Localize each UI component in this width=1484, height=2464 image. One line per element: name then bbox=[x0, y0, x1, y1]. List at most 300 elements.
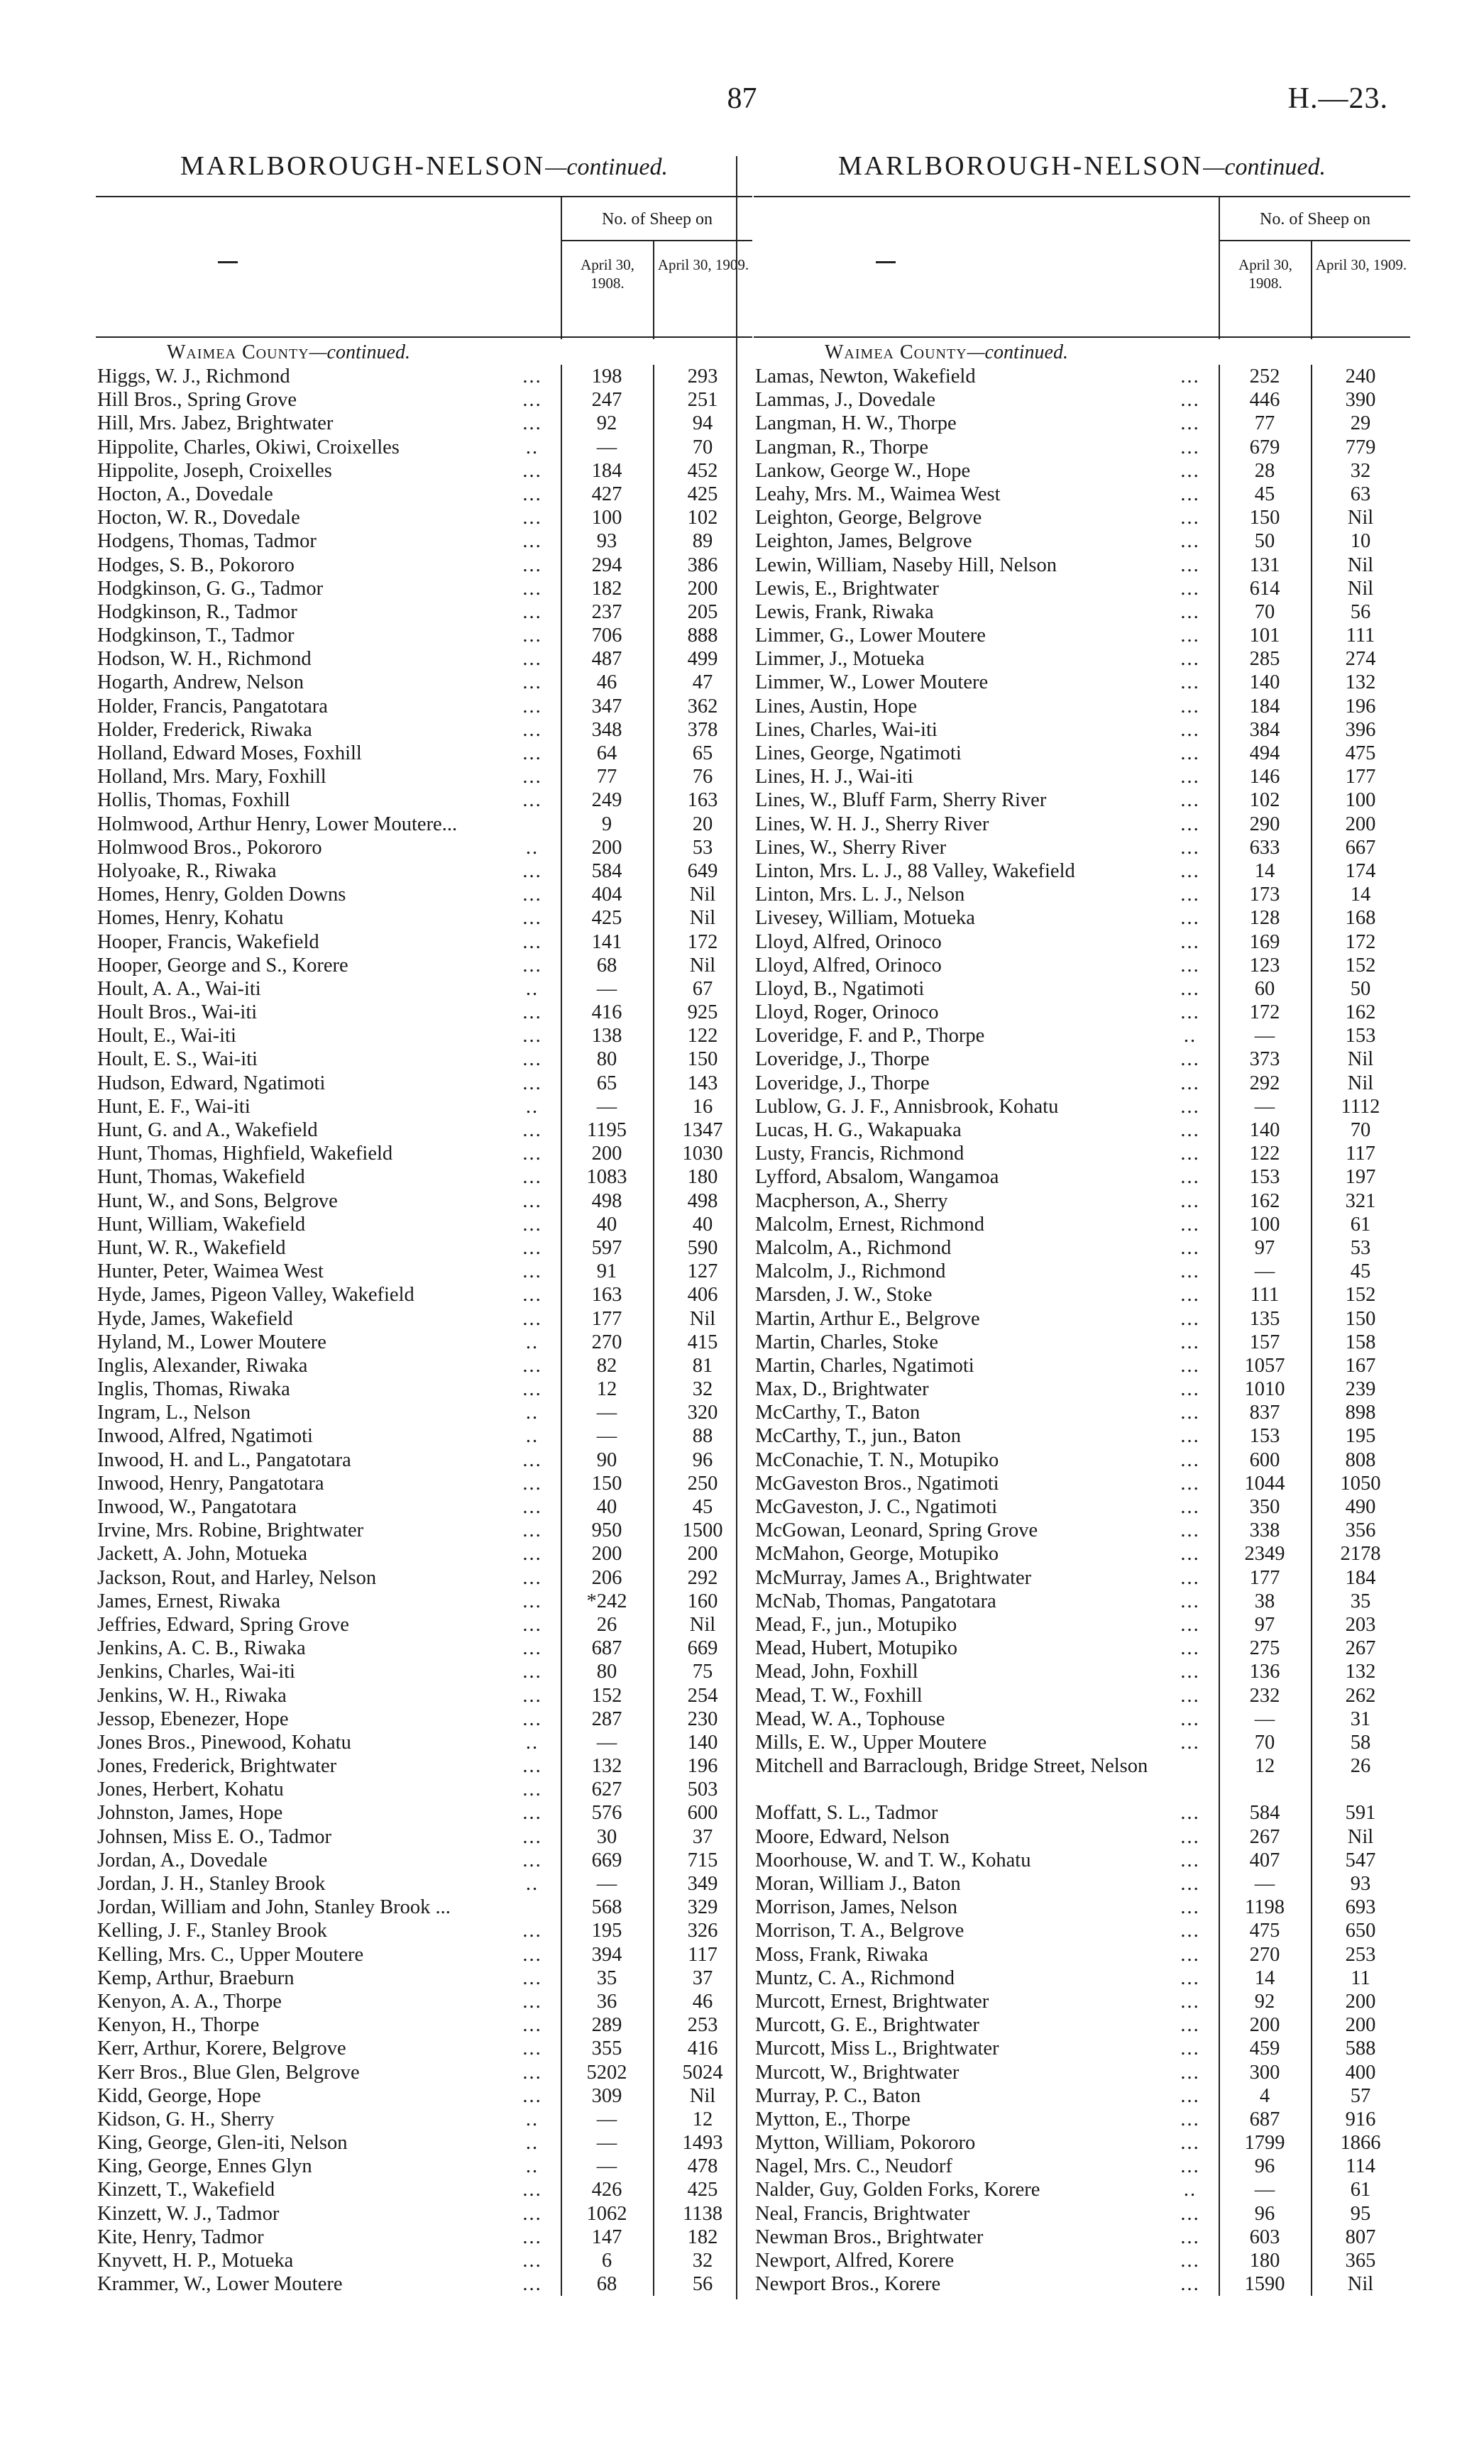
sheep-1909-cell: 117 bbox=[1346, 1143, 1375, 1165]
sheep-1909-cell: 779 bbox=[1345, 436, 1376, 458]
owner-name-cell: Hyland, M., Lower Moutere bbox=[97, 1331, 326, 1353]
table-row bbox=[96, 813, 752, 836]
sheep-1908-cell: 97 bbox=[1254, 1613, 1275, 1636]
leader-dots: ... bbox=[522, 1284, 542, 1307]
sheep-1908-cell: 138 bbox=[591, 1025, 622, 1047]
sheep-1908-cell: 172 bbox=[1249, 1001, 1280, 1024]
table-row bbox=[96, 1754, 752, 1778]
sheep-1909-cell: 26 bbox=[1350, 1755, 1371, 1778]
owner-name-cell: Lines, W. H. J., Sherry River bbox=[755, 813, 989, 835]
owner-name-cell: Kerr Bros., Blue Glen, Belgrove bbox=[97, 2061, 360, 2084]
sheep-1908-cell: — bbox=[596, 1402, 617, 1424]
leader-dots: ... bbox=[1180, 507, 1200, 529]
sheep-1909-cell: 2178 bbox=[1340, 1543, 1381, 1566]
table-row bbox=[96, 2178, 752, 2201]
leader-dots: ... bbox=[522, 718, 542, 741]
table-row bbox=[754, 906, 1410, 930]
sheep-1908-cell: 597 bbox=[591, 1236, 622, 1259]
owner-name-cell: Nalder, Guy, Golden Forks, Korere bbox=[755, 2179, 1040, 2201]
sheep-1908-cell: 77 bbox=[596, 766, 617, 788]
sheep-1909-cell: 61 bbox=[1350, 2179, 1371, 2201]
leader-dots: ... bbox=[1180, 1590, 1200, 1612]
table-row bbox=[754, 1801, 1410, 1825]
owner-name-cell: Murcott, Miss L., Brightwater bbox=[755, 2037, 999, 2060]
table-row bbox=[96, 765, 752, 788]
sheep-1909-cell: 61 bbox=[1350, 1213, 1371, 1236]
leader-dots: .. bbox=[525, 1425, 539, 1448]
owner-name-cell: Hunt, W. R., Wakefield bbox=[97, 1236, 286, 1259]
owner-name-cell: Holmwood, Arthur Henry, Lower Moutere... bbox=[97, 813, 458, 835]
sheep-1908-cell: 93 bbox=[596, 530, 617, 553]
owner-name-cell: Leighton, James, Belgrove bbox=[755, 530, 972, 553]
leader-dots: ... bbox=[1180, 813, 1200, 835]
sheep-1908-cell: 270 bbox=[1249, 1943, 1280, 1966]
table-row bbox=[96, 1896, 752, 1919]
sheep-1909-cell: 16 bbox=[692, 1095, 713, 1118]
leader-dots: ... bbox=[522, 1496, 542, 1518]
sheep-1909-cell: Nil bbox=[689, 1613, 716, 1636]
sheep-1908-cell: 111 bbox=[1250, 1284, 1280, 1307]
owner-name-cell: King, George, Ennes Glyn bbox=[97, 2155, 312, 2178]
sheep-1908-cell: 30 bbox=[596, 1825, 617, 1848]
sheep-1909-cell: 163 bbox=[687, 789, 718, 812]
leader-dots: ... bbox=[522, 1472, 542, 1495]
sheep-1909-cell: Nil bbox=[689, 884, 716, 906]
leader-dots: ... bbox=[1180, 1731, 1200, 1754]
sheep-1908-cell: 1057 bbox=[1244, 1354, 1285, 1377]
sheep-1909-cell: 46 bbox=[692, 1990, 713, 2013]
sheep-1909-cell: 416 bbox=[687, 2037, 718, 2060]
table-row bbox=[754, 577, 1410, 600]
sheep-1908-cell: 1010 bbox=[1244, 1378, 1285, 1401]
sheep-1909-cell: 808 bbox=[1345, 1448, 1376, 1471]
owner-name-cell: Holder, Frederick, Riwaka bbox=[97, 718, 312, 741]
sheep-1908-cell: 80 bbox=[596, 1048, 617, 1071]
owner-name-cell: Loveridge, F. and P., Thorpe bbox=[755, 1025, 985, 1047]
leader-dots: ... bbox=[1180, 1307, 1200, 1330]
owner-name-cell: Newport, Alfred, Korere bbox=[755, 2250, 955, 2272]
sheep-1908-cell: 12 bbox=[596, 1378, 617, 1401]
document-reference: H.—23. bbox=[1287, 82, 1388, 115]
leader-dots: ... bbox=[1180, 1048, 1200, 1071]
leader-dots: ... bbox=[1180, 412, 1200, 435]
owner-name-cell: McConachie, T. N., Motupiko bbox=[755, 1448, 999, 1471]
leader-dots: ... bbox=[1180, 789, 1200, 812]
leader-dots: ... bbox=[1180, 1637, 1200, 1660]
owner-name-cell: Kidson, G. H., Sherry bbox=[97, 2108, 275, 2130]
sheep-1909-cell: 172 bbox=[687, 930, 718, 953]
sheep-1909-cell: 35 bbox=[1350, 1590, 1371, 1612]
sheep-1909-cell: 1493 bbox=[682, 2132, 723, 2155]
table-row bbox=[96, 2272, 752, 2296]
table-row bbox=[754, 1283, 1410, 1307]
owner-name-cell: McNab, Thomas, Pangatotara bbox=[755, 1590, 996, 1612]
leader-dots: ... bbox=[1180, 1543, 1200, 1566]
table-row bbox=[96, 1142, 752, 1165]
sheep-1908-cell: 1062 bbox=[586, 2202, 627, 2225]
sheep-1909-cell: 140 bbox=[687, 1731, 718, 1754]
leader-dots: ... bbox=[1180, 671, 1200, 694]
leader-dots: ... bbox=[522, 1613, 542, 1636]
sheep-1909-cell: 158 bbox=[1345, 1331, 1376, 1353]
owner-name-cell: Irvine, Mrs. Robine, Brightwater bbox=[97, 1519, 364, 1542]
sheep-1908-cell: 669 bbox=[591, 1849, 622, 1871]
sheep-1909-cell: 53 bbox=[1350, 1236, 1371, 1259]
sheep-1908-cell: 200 bbox=[591, 836, 622, 859]
section-title-name: Waimea County bbox=[167, 341, 309, 363]
sheep-1908-cell: 70 bbox=[1254, 1731, 1275, 1754]
sheep-1909-cell: 132 bbox=[1345, 671, 1376, 694]
owner-name-cell: Hunt, W., and Sons, Belgrove bbox=[97, 1189, 338, 1212]
table-row bbox=[754, 1001, 1410, 1024]
owner-name-cell: Hill Bros., Spring Grove bbox=[97, 389, 297, 412]
table-row bbox=[96, 529, 752, 553]
owner-name-cell: Mead, John, Foxhill bbox=[755, 1661, 918, 1683]
table-body bbox=[96, 365, 752, 2296]
owner-name-cell: McCarthy, T., jun., Baton bbox=[755, 1425, 961, 1448]
owner-name-cell: Jackett, A. John, Motueka bbox=[97, 1543, 308, 1566]
owner-name-cell: Hippolite, Joseph, Croixelles bbox=[97, 459, 332, 482]
sheep-1908-cell: 9 bbox=[601, 813, 612, 835]
owner-name-cell: Jessop, Ebenezer, Hope bbox=[97, 1707, 289, 1730]
owner-name-cell: Moran, William J., Baton bbox=[755, 1873, 961, 1896]
sheep-1908-cell: 373 bbox=[1249, 1048, 1280, 1071]
leader-dots: ... bbox=[522, 1590, 542, 1612]
sheep-1908-cell: — bbox=[596, 1095, 617, 1118]
leader-dots: ... bbox=[1180, 1519, 1200, 1542]
table-row bbox=[96, 1849, 752, 1872]
sheep-1908-cell: 584 bbox=[1249, 1802, 1280, 1825]
table-row bbox=[754, 765, 1410, 788]
owner-name-cell: Jordan, A., Dovedale bbox=[97, 1849, 268, 1871]
owner-name-cell: Max, D., Brightwater bbox=[755, 1378, 929, 1401]
sheep-1909-cell: 320 bbox=[687, 1402, 718, 1424]
owner-name-cell: Mead, T. W., Foxhill bbox=[755, 1684, 923, 1707]
sheep-1908-cell: — bbox=[596, 2132, 617, 2155]
sheep-1909-cell: 152 bbox=[1345, 1284, 1376, 1307]
sheep-1908-cell: 487 bbox=[591, 648, 622, 671]
owner-name-cell: Kidd, George, Hope bbox=[97, 2084, 261, 2107]
sheep-1908-cell: 837 bbox=[1249, 1402, 1280, 1424]
leader-dots: ... bbox=[1180, 1425, 1200, 1448]
sheep-1908-cell: 407 bbox=[1249, 1849, 1280, 1871]
table-row bbox=[96, 1331, 752, 1354]
leader-dots: ... bbox=[522, 1825, 542, 1848]
sheep-1909-cell: 293 bbox=[687, 365, 718, 387]
sheep-1909-cell: 45 bbox=[692, 1496, 713, 1518]
leader-dots: ... bbox=[1180, 1213, 1200, 1236]
leader-dots: ... bbox=[1180, 625, 1200, 647]
table-row bbox=[754, 813, 1410, 836]
sheep-1908-cell: 97 bbox=[1254, 1236, 1275, 1259]
owner-name-cell: Inwood, Henry, Pangatotara bbox=[97, 1472, 324, 1495]
leader-dots: .. bbox=[525, 977, 539, 1000]
owner-name-cell: Hunt, Thomas, Wakefield bbox=[97, 1166, 305, 1189]
sheep-1909-cell: Nil bbox=[1347, 1825, 1374, 1848]
sheep-1909-cell: 37 bbox=[692, 1825, 713, 1848]
leader-dots: ... bbox=[522, 648, 542, 671]
sheep-1909-cell: 669 bbox=[687, 1637, 718, 1660]
sheep-1908-cell: — bbox=[1254, 1025, 1275, 1047]
owner-name-cell: Mytton, William, Pokororo bbox=[755, 2132, 976, 2155]
owner-name-cell: Lines, Charles, Wai-iti bbox=[755, 718, 938, 741]
sheep-1908-cell: 68 bbox=[596, 2273, 617, 2296]
owner-name-cell: Lloyd, Alfred, Orinoco bbox=[755, 954, 942, 977]
sheep-1909-cell: 925 bbox=[687, 1001, 718, 1024]
table-row bbox=[96, 859, 752, 883]
table-row bbox=[96, 906, 752, 930]
leader-dots: ... bbox=[522, 507, 542, 529]
sheep-1908-cell: 14 bbox=[1254, 1967, 1275, 1989]
sheep-1909-cell: 667 bbox=[1345, 836, 1376, 859]
table-row bbox=[96, 388, 752, 412]
sheep-1909-cell: 56 bbox=[692, 2273, 713, 2296]
owner-name-cell: Kelling, J. F., Stanley Brook bbox=[97, 1920, 327, 1942]
table-row bbox=[754, 2061, 1410, 2084]
leader-dots: ... bbox=[522, 2061, 542, 2084]
leader-dots: .. bbox=[1183, 1025, 1197, 1047]
table-row bbox=[96, 412, 752, 435]
sheep-1908-cell: 140 bbox=[1249, 1119, 1280, 1141]
table-row bbox=[96, 2013, 752, 2037]
owner-name-cell: Holland, Mrs. Mary, Foxhill bbox=[97, 766, 326, 788]
table-row bbox=[754, 1448, 1410, 1472]
sheep-1909-cell: 396 bbox=[1345, 718, 1376, 741]
owner-name-cell: Jenkins, W. H., Riwaka bbox=[97, 1684, 287, 1707]
leader-dots: ... bbox=[522, 1378, 542, 1401]
owner-name-cell: Johnston, James, Hope bbox=[97, 1802, 283, 1825]
leader-dots: ... bbox=[1180, 1095, 1200, 1118]
sheep-1909-cell: 267 bbox=[1345, 1637, 1376, 1660]
leader-dots: ... bbox=[1180, 1354, 1200, 1377]
sheep-1908-cell: — bbox=[596, 1425, 617, 1448]
owner-name-cell: Inwood, H. and L., Pangatotara bbox=[97, 1448, 351, 1471]
sheep-1908-cell: 180 bbox=[1249, 2250, 1280, 2272]
column-title-suffix: —continued. bbox=[545, 154, 669, 180]
table-row bbox=[96, 1590, 752, 1613]
sheep-1909-cell: 180 bbox=[687, 1166, 718, 1189]
table-row bbox=[96, 883, 752, 906]
owner-name-cell: Hippolite, Charles, Okiwi, Croixelles bbox=[97, 436, 400, 458]
owner-name-cell: Jordan, William and John, Stanley Brook ... bbox=[97, 1896, 451, 1919]
sheep-1908-cell: 80 bbox=[596, 1661, 617, 1683]
sheep-1909-cell: Nil bbox=[1347, 2273, 1374, 2296]
owner-name-cell: Lines, W., Bluff Farm, Sherry River bbox=[755, 789, 1047, 812]
leader-dots: .. bbox=[525, 1873, 539, 1895]
leader-dots: ... bbox=[522, 742, 542, 764]
table-row bbox=[754, 1236, 1410, 1260]
sheep-1908-cell: 348 bbox=[591, 718, 622, 741]
sheep-1909-cell: 150 bbox=[1345, 1307, 1376, 1330]
sheep-1908-cell: *242 bbox=[586, 1590, 627, 1612]
owner-name-cell: Neal, Francis, Brightwater bbox=[755, 2202, 970, 2225]
sheep-1908-cell: 706 bbox=[591, 625, 622, 647]
sheep-1909-cell: 425 bbox=[687, 2179, 718, 2201]
sheep-1908-cell: 140 bbox=[1249, 671, 1280, 694]
sheep-1908-cell: — bbox=[596, 2155, 617, 2178]
table-row bbox=[96, 1519, 752, 1542]
sheep-1909-cell: 898 bbox=[1345, 1402, 1376, 1424]
sheep-1908-cell: 64 bbox=[596, 742, 617, 764]
leader-dots: ... bbox=[1180, 1448, 1200, 1471]
owner-name-cell: Hyde, James, Wakefield bbox=[97, 1307, 293, 1330]
table-row bbox=[96, 365, 752, 388]
table-row bbox=[754, 459, 1410, 483]
sheep-1908-cell: 206 bbox=[591, 1566, 622, 1589]
leader-dots: ... bbox=[1180, 695, 1200, 717]
leader-dots: .. bbox=[525, 836, 539, 859]
table-row bbox=[96, 1001, 752, 1024]
leader-dots: ... bbox=[1180, 930, 1200, 953]
table-row bbox=[96, 2108, 752, 2131]
table-row bbox=[754, 1472, 1410, 1495]
leader-dots: ... bbox=[522, 1001, 542, 1024]
table-row bbox=[754, 2155, 1410, 2178]
sheep-1909-cell: 31 bbox=[1350, 1707, 1371, 1730]
sheep-1908-cell: 267 bbox=[1249, 1825, 1280, 1848]
table-row bbox=[754, 1377, 1410, 1401]
leader-dots: ... bbox=[522, 1189, 542, 1212]
leader-dots: .. bbox=[525, 2132, 539, 2155]
sheep-1909-cell: 94 bbox=[692, 412, 713, 435]
sheep-1909-cell: 20 bbox=[692, 813, 713, 835]
sheep-1908-cell: 184 bbox=[1249, 695, 1280, 717]
col-1908-header: April 30, 1908. bbox=[561, 241, 653, 339]
table-row bbox=[96, 2155, 752, 2178]
table-row bbox=[96, 2226, 752, 2249]
table-row bbox=[96, 1801, 752, 1825]
leader-dots: ... bbox=[522, 1920, 542, 1942]
table-row bbox=[754, 883, 1410, 906]
col-1909-header: April 30, 1909. bbox=[1311, 241, 1410, 339]
leader-dots: ... bbox=[522, 1802, 542, 1825]
sheep-1909-cell: Nil bbox=[1347, 577, 1374, 600]
table-row bbox=[754, 412, 1410, 435]
sheep-1909-cell: 378 bbox=[687, 718, 718, 741]
leader-dots: ... bbox=[1180, 554, 1200, 576]
leader-dots: ... bbox=[1180, 1236, 1200, 1259]
owner-name-cell: Morrison, James, Nelson bbox=[755, 1896, 957, 1919]
sheep-1909-cell: 177 bbox=[1345, 766, 1376, 788]
sheep-1909-cell: 102 bbox=[687, 507, 718, 529]
owner-name-cell: Lucas, H. G., Wakapuaka bbox=[755, 1119, 962, 1141]
sheep-1908-cell: 232 bbox=[1249, 1684, 1280, 1707]
sheep-1909-cell: 356 bbox=[1345, 1519, 1376, 1542]
sheep-1909-cell: 240 bbox=[1345, 365, 1376, 387]
leader-dots: ... bbox=[522, 554, 542, 576]
table-row bbox=[754, 1731, 1410, 1754]
sheep-1909-cell: 57 bbox=[1350, 2084, 1371, 2107]
sheep-1908-cell: — bbox=[596, 977, 617, 1000]
leader-dots: ... bbox=[522, 2250, 542, 2272]
table-row bbox=[96, 1354, 752, 1377]
owner-name-cell: Murcott, W., Brightwater bbox=[755, 2061, 960, 2084]
sheep-1908-cell: 101 bbox=[1249, 625, 1280, 647]
owner-name-cell: Lines, George, Ngatimoti bbox=[755, 742, 962, 764]
leader-dots: ... bbox=[522, 954, 542, 977]
sheep-1908-cell: 252 bbox=[1249, 365, 1280, 387]
leader-dots: ... bbox=[522, 1778, 542, 1801]
leader-dots: ... bbox=[522, 1661, 542, 1683]
table-row bbox=[754, 1660, 1410, 1683]
owner-name-cell: Mead, W. A., Tophouse bbox=[755, 1707, 945, 1730]
owner-name-cell: Hill, Mrs. Jabez, Brightwater bbox=[97, 412, 334, 435]
table-row bbox=[96, 1448, 752, 1472]
sheep-1908-cell: 96 bbox=[1254, 2202, 1275, 2225]
sheep-1908-cell: 177 bbox=[591, 1307, 622, 1330]
sheep-1908-cell: 5202 bbox=[586, 2061, 627, 2084]
leader-dots: ... bbox=[1180, 530, 1200, 553]
table-row bbox=[754, 1613, 1410, 1637]
owner-name-cell: Leahy, Mrs. M., Waimea West bbox=[755, 483, 1001, 505]
sheep-1909-cell: 715 bbox=[687, 1849, 718, 1871]
leader-dots: ... bbox=[1180, 577, 1200, 600]
owner-name-cell: Murray, P. C., Baton bbox=[755, 2084, 921, 2107]
owner-name-cell: Jones, Herbert, Kohatu bbox=[97, 1778, 284, 1801]
sheep-1908-cell: — bbox=[596, 1731, 617, 1754]
leader-dots: ... bbox=[1180, 2273, 1200, 2296]
table-row bbox=[96, 1566, 752, 1590]
leader-dots: ... bbox=[1180, 1402, 1200, 1424]
leader-dots: ... bbox=[522, 365, 542, 387]
sheep-1909-cell: 45 bbox=[1350, 1260, 1371, 1283]
sheep-1909-cell: 200 bbox=[687, 577, 718, 600]
owner-name-cell: Linton, Mrs. L. J., Nelson bbox=[755, 884, 965, 906]
table-row bbox=[96, 600, 752, 624]
sheep-1908-cell: 92 bbox=[1254, 1990, 1275, 2013]
page-number: 87 bbox=[727, 82, 757, 115]
sheep-1908-cell: 128 bbox=[1249, 907, 1280, 930]
table-row bbox=[754, 1990, 1410, 2013]
leader-dots: ... bbox=[1180, 1166, 1200, 1189]
leader-dots: ... bbox=[522, 1260, 542, 1283]
leader-dots: ... bbox=[1180, 1001, 1200, 1024]
leader-dots: ... bbox=[1180, 1189, 1200, 1212]
sheep-1908-cell: 173 bbox=[1249, 884, 1280, 906]
leader-dots: ... bbox=[522, 1307, 542, 1330]
table-row bbox=[96, 1613, 752, 1637]
sheep-1908-cell: 350 bbox=[1249, 1496, 1280, 1518]
table-row bbox=[754, 1095, 1410, 1118]
table-row bbox=[96, 483, 752, 506]
leader-dots: ... bbox=[1180, 884, 1200, 906]
leader-dots: ... bbox=[1180, 436, 1200, 458]
table-row bbox=[754, 647, 1410, 671]
sheep-1908-cell: 163 bbox=[591, 1284, 622, 1307]
owner-name-cell: Limmer, G., Lower Moutere bbox=[755, 625, 986, 647]
leader-dots: ... bbox=[1180, 2037, 1200, 2060]
sheep-1908-cell: 46 bbox=[596, 671, 617, 694]
owner-name-cell: Hyde, James, Pigeon Valley, Wakefield bbox=[97, 1284, 414, 1307]
table-row bbox=[96, 1401, 752, 1424]
owner-name-cell: Jordan, J. H., Stanley Brook bbox=[97, 1873, 326, 1895]
leader-dots: ... bbox=[522, 1025, 542, 1047]
sheep-1909-cell: 478 bbox=[687, 2155, 718, 2178]
table-row bbox=[754, 954, 1410, 977]
sheep-1908-cell: 28 bbox=[1254, 459, 1275, 482]
table-row bbox=[754, 2226, 1410, 2249]
table-row bbox=[96, 1260, 752, 1283]
sheep-1909-cell: 807 bbox=[1345, 2226, 1376, 2248]
leader-dots: ... bbox=[522, 1566, 542, 1589]
sheep-1909-cell: 70 bbox=[692, 436, 713, 458]
table-row bbox=[754, 436, 1410, 459]
owner-name-cell: Kerr, Arthur, Korere, Belgrove bbox=[97, 2037, 346, 2060]
leader-dots: ... bbox=[522, 1448, 542, 1471]
sheep-1909-cell: 362 bbox=[687, 695, 718, 717]
owner-name-cell: Lublow, G. J. F., Annisbrook, Kohatu bbox=[755, 1095, 1059, 1118]
sheep-1909-cell: 197 bbox=[1345, 1166, 1376, 1189]
